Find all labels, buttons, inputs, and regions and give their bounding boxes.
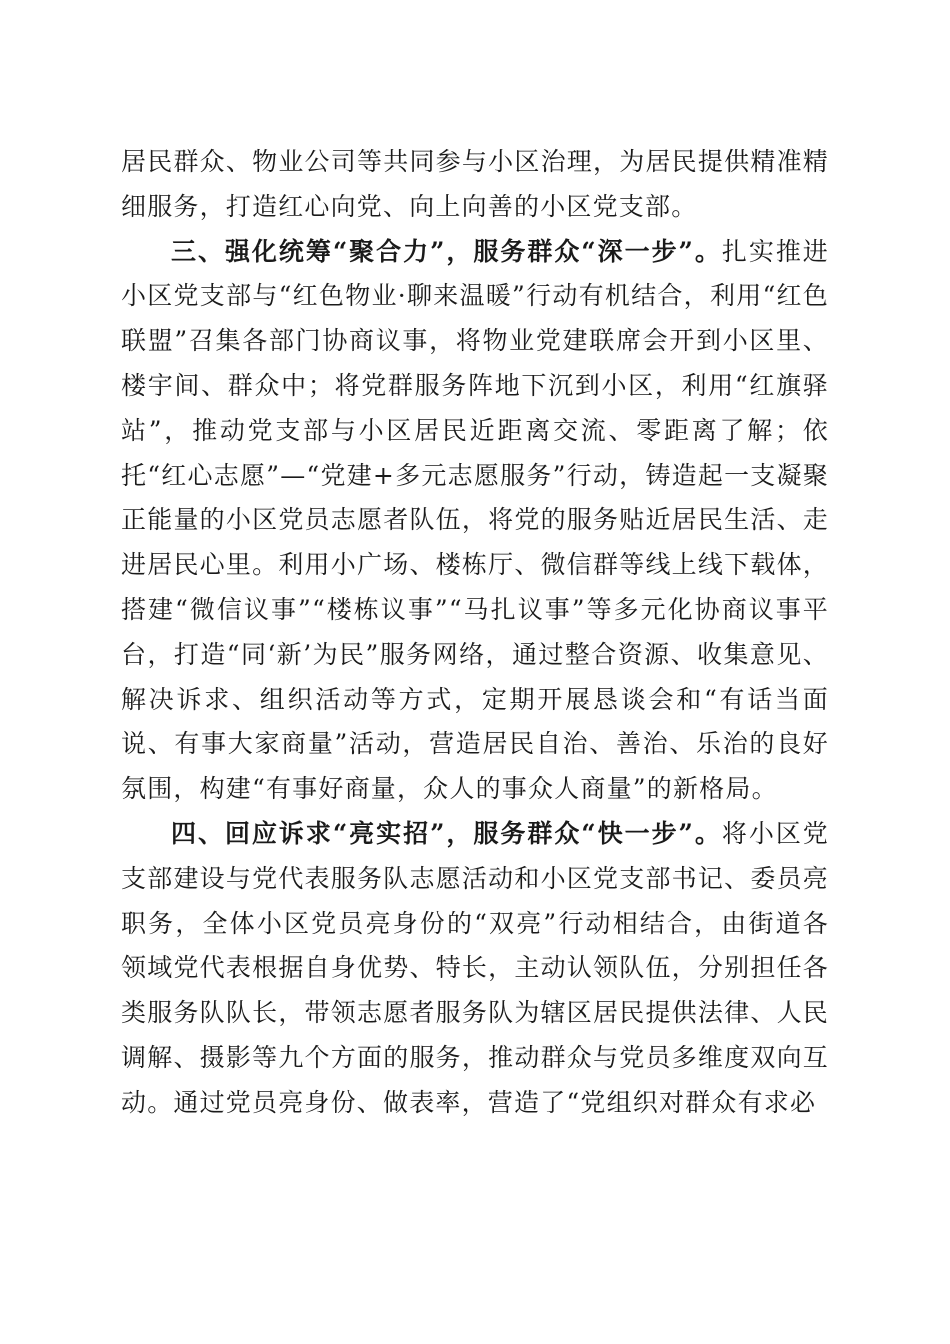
paragraph-text: 将小区党支部建设与党代表服务队志愿活动和小区党支部书记、委员亮职务，全体小区党员亮身份的“双亮”行动相结合，由街道各领域党代表根据自身优势、特长，主动认领队伍，分别担任各类服务队队长，带领志愿者服务队为辖区居民提供法律、人民调解、摄影等九个方面的服务，推动群众与党员多维度双向互动。通过党员亮身份、做表率，营造了“党组织对群众有求必 bbox=[121, 818, 829, 1117]
section-heading-four: 四、回应诉求“亮实招”，服务群众“快一步”。 bbox=[171, 818, 722, 848]
paragraph-text: 扎实推进小区党支部与“红色物业·聊来温暖”行动有机结合，利用“红色联盟”召集各部门协商议事，将物业党建联席会开到小区里、楼宇间、群众中；将党群服务阵地下沉到小区，利用“红旗驿站”，推动党支部与小区居民近距离交流、零距离了解；依托“红心志愿”—“党建+多元志愿服务”行动，铸造起一支凝聚正能量的小区党员志愿者队伍，将党的服务贴近居民生活、走进居民心里。利用小广场、楼栋厅、微信群等线上线下载体，搭建“微信议事”“楼栋议事”“马扎议事”等多元化协商议事平台，打造“同‘新’为民”服务网络，通过整合资源、收集意见、解决诉求、组织活动等方式，定期开展恳谈会和“有话当面说、有事大家商量”活动，营造居民自治、善治、乐治的良好氛围，构建“有事好商量，众人的事众人商量”的新格局。 bbox=[121, 236, 829, 804]
paragraph-text: 居民群众、物业公司等共同参与小区治理，为居民提供精准精细服务，打造红心向党、向上向善的小区党支部。 bbox=[121, 147, 829, 221]
paragraph-section-three bbox=[121, 230, 829, 812]
paragraph-continuation bbox=[121, 140, 829, 230]
section-heading-three: 三、强化统筹“聚合力”，服务群众“深一步”。 bbox=[171, 236, 722, 266]
document-body bbox=[121, 140, 829, 1126]
paragraph-section-four bbox=[121, 812, 829, 1126]
